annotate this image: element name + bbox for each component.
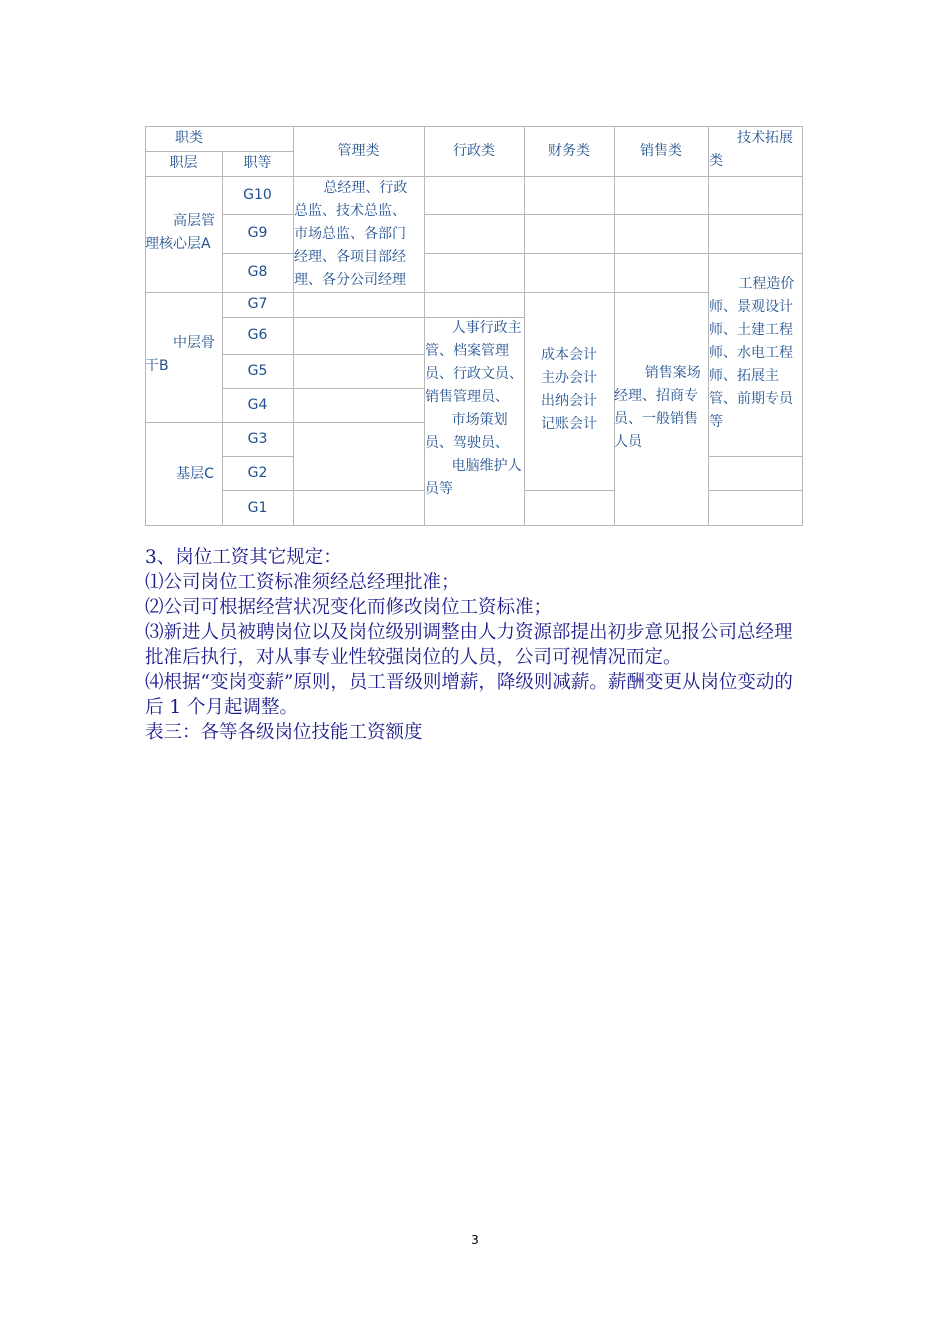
rule-item-4: ⑷根据“变岗变薪”原则，员工晋级则增薪，降级则减薪。薪酬变更从岗位变动的后 1 个月起调整。 <box>145 672 793 718</box>
grade-g8: G8 <box>247 264 268 280</box>
management-roles: 总经理、行政总监、技术总监、市场总监、各部门经理、各项目部经理、各分公司经理 <box>294 180 408 288</box>
header-category-label: 职类 <box>175 130 203 146</box>
header-grade-label: 职等 <box>243 155 272 171</box>
section-heading: 3、岗位工资其它规定： <box>145 547 342 568</box>
tech-roles: 工程造价师、景观设计师、土建工程师、水电工程师、拓展主管、前期专员等 <box>709 276 795 430</box>
finance-role-4: 记账会计 <box>541 416 597 432</box>
page-number: 3 <box>471 1233 479 1247</box>
sales-roles: 销售案场经理、招商专员、一般销售人员 <box>614 365 701 450</box>
header-col-management: 管理类 <box>337 142 380 159</box>
finance-role-1: 成本会计 <box>541 347 597 363</box>
rule-item-2: ⑵公司可根据经营状况变化而修改岗位工资标准； <box>145 597 553 618</box>
finance-role-3: 出纳会计 <box>541 393 597 409</box>
finance-roles <box>524 344 614 436</box>
header-col-tech: 技术拓展类 <box>709 130 793 169</box>
level-senior: 高层管理核心层A <box>145 213 215 252</box>
finance-role-2: 主办会计 <box>541 370 597 386</box>
body-text <box>145 545 810 745</box>
grade-g1: G1 <box>247 499 268 516</box>
grade-g10: G10 <box>243 186 272 203</box>
rule-item-1: ⑴公司岗位工资标准须经总经理批准； <box>145 572 460 593</box>
admin-roles-para-3: 电脑维护人员等 <box>425 458 522 497</box>
grade-g6: G6 <box>247 327 268 343</box>
job-grade-table <box>145 126 803 526</box>
header-col-admin: 行政类 <box>453 142 495 159</box>
grade-g2: G2 <box>247 464 268 481</box>
rule-item-3: ⑶新进人员被聘岗位以及岗位级别调整由人力资源部提出初步意见报公司总经理批准后执行，对从事专业性较强岗位的人员，公司可视情况而定。 <box>145 622 793 668</box>
grade-g7: G7 <box>247 296 268 312</box>
grade-g3: G3 <box>247 430 268 447</box>
table-caption: 表三：各等各级岗位技能工资额度 <box>145 722 423 743</box>
header-level-label: 职层 <box>169 155 198 171</box>
grade-g5: G5 <box>247 362 268 379</box>
admin-roles <box>425 317 524 501</box>
level-base: 基层C <box>176 465 214 482</box>
grade-g9: G9 <box>247 225 268 241</box>
header-col-sales: 销售类 <box>640 142 682 159</box>
grade-g4: G4 <box>247 396 268 413</box>
level-middle: 中层骨干B <box>145 335 215 374</box>
header-col-finance: 财务类 <box>548 142 590 159</box>
admin-roles-para-1: 人事行政主管、档案管理员、行政文员、销售管理员、 <box>425 320 523 405</box>
admin-roles-para-2: 市场策划员、驾驶员、 <box>425 412 509 451</box>
